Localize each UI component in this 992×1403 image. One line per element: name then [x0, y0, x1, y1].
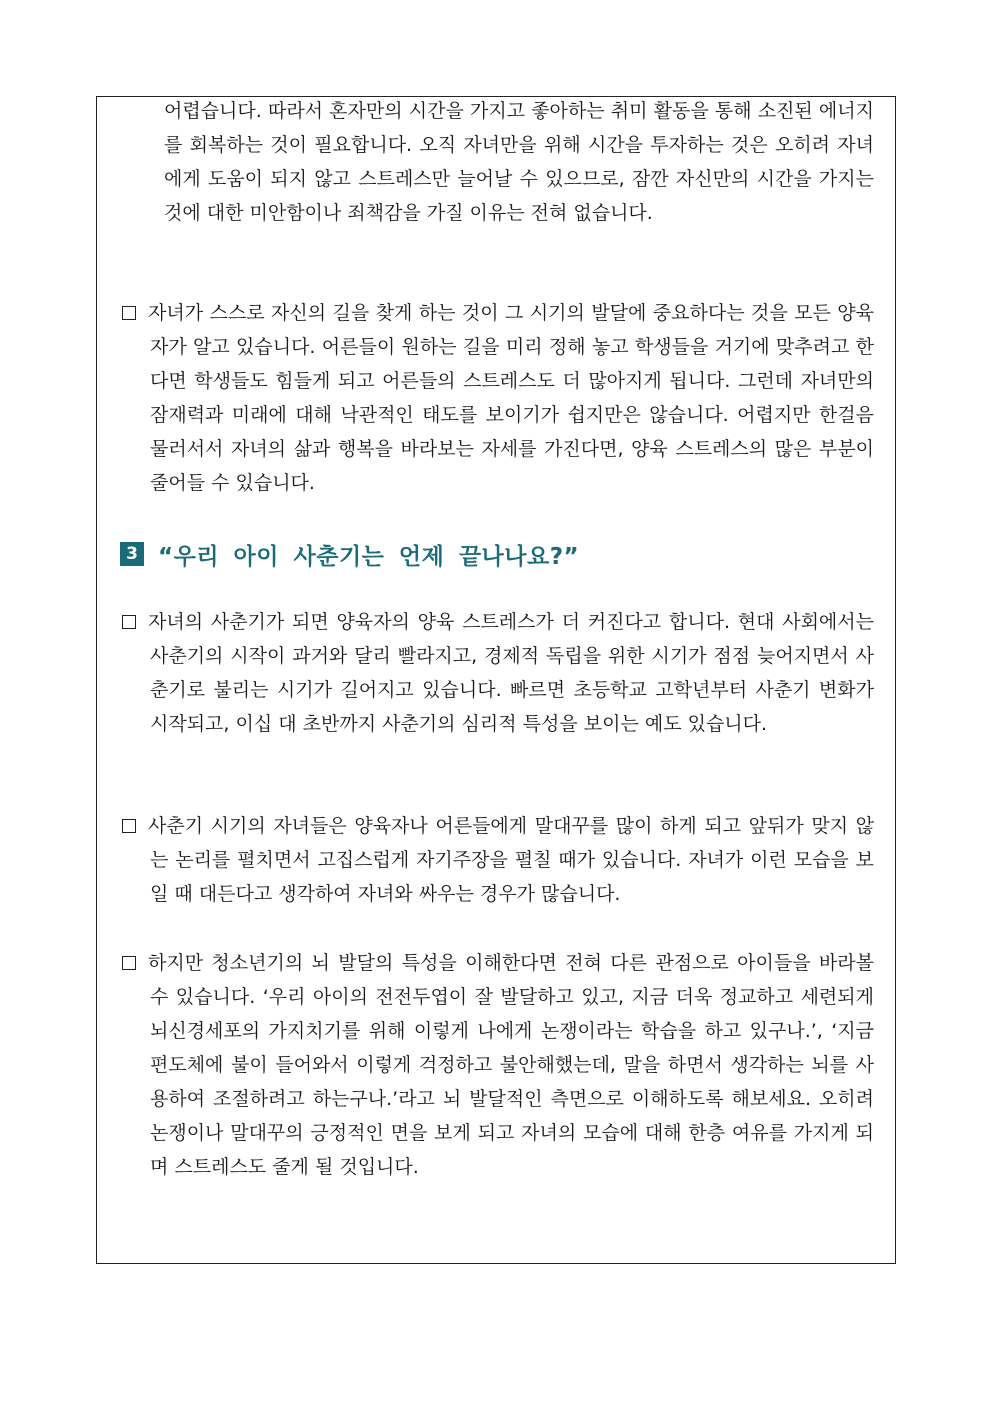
- paragraph-text: 자녀의 사춘기가 되면 양육자의 양육 스트레스가 더 커진다고 합니다. 현대 사회에서는 사춘기의 시작이 과거와 달리 빨라지고, 경제적 독립을 위한 시기가 점점 늦어지면서 사춘기로 불리는 시기가 길어지고 있습니다. 빠르면 초등학교 고학년부터 사춘기 변화가 시작되고, 이십 대 초반까지 사춘기의 심리적 특성을 보이는 예도 있습니다.: [148, 611, 874, 735]
- square-bullet-icon: [122, 306, 136, 320]
- bullet-paragraph-brain-development: [118, 946, 874, 1184]
- paragraph-text: 하지만 청소년기의 뇌 발달의 특성을 이해한다면 전혀 다른 관점으로 아이들을 바라볼 수 있습니다. ‘우리 아이의 전전두엽이 잘 발달하고 있고, 지금 더욱 정교하고 세련되게 뇌신경세포의 가지치기를 위해 이렇게 나에게 논쟁이라는 학습을 하고 있구나.’, ‘지금 편도체에 불이 들어와서 이렇게 걱정하고 불안해했는데, 말을 하면서 생각하는 뇌를 사용하여 조절하려고 하는구나.’라고 뇌 발달적인 측면으로 이해하도록 해보세요. 오히려 논쟁이나 말대꾸의 긍정적인 면을 보게 되고 자녀의 모습에 대해 한층 여유를 가지게 되며 스트레스도 줄게 될 것입니다.: [148, 952, 874, 1178]
- bullet-paragraph-puberty-stress: [118, 605, 874, 741]
- bullet-paragraph-talking-back: [118, 809, 874, 911]
- paragraph-text: 자녀가 스스로 자신의 길을 찾게 하는 것이 그 시기의 발달에 중요하다는 것을 모든 양육자가 알고 있습니다. 어른들이 원하는 길을 미리 정해 놓고 학생들을 거기에 맞추려고 한다면 학생들도 힘들게 되고 어른들의 스트레스도 더 많아지게 됩니다. 그런데 자녀만의 잠재력과 미래에 대해 낙관적인 태도를 보이기가 쉽지만은 않습니다. 어렵지만 한걸음 물러서서 자녀의 삶과 행복을 바라보는 자세를 가진다면, 양육 스트레스의 많은 부분이 줄어들 수 있습니다.: [148, 302, 874, 494]
- section-number-badge: 3: [120, 542, 144, 566]
- paragraph-text: 사춘기 시기의 자녀들은 양육자나 어른들에게 말대꾸를 많이 하게 되고 앞뒤가 맞지 않는 논리를 펼치면서 고집스럽게 자기주장을 펼칠 때가 있습니다. 자녀가 이런 모습을 보일 때 대든다고 생각하여 자녀와 싸우는 경우가 많습니다.: [148, 815, 874, 905]
- bullet-paragraph-parenting-path: [118, 296, 874, 500]
- square-bullet-icon: [122, 956, 136, 970]
- intro-continuation-paragraph: 어렵습니다. 따라서 혼자만의 시간을 가지고 좋아하는 취미 활동을 통해 소진된 에너지를 회복하는 것이 필요합니다. 오직 자녀만을 위해 시간을 투자하는 것은 오히려 자녀에게 도움이 되지 않고 스트레스만 늘어날 수 있으므로, 잠깐 자신만의 시간을 가지는 것에 대한 미안함이나 죄책감을 가질 이유는 전혀 없습니다.: [164, 100, 874, 224]
- section-heading: [120, 536, 579, 572]
- square-bullet-icon: [122, 615, 136, 629]
- section-title: “우리 아이 사춘기는 언제 끝나나요?”: [158, 543, 580, 570]
- square-bullet-icon: [122, 819, 136, 833]
